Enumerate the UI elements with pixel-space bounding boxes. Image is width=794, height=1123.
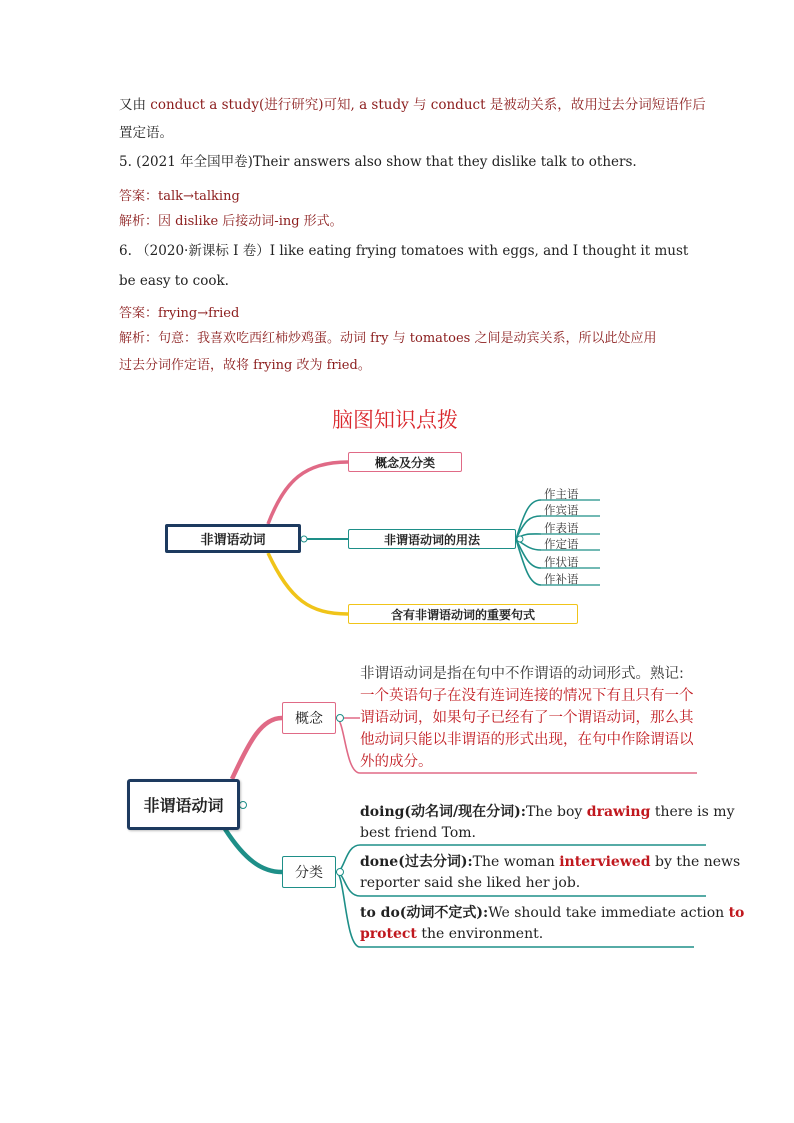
class-head: done(过去分词): (360, 854, 473, 870)
concept-node: 概念 (282, 702, 336, 734)
connector-concept-branch (268, 462, 348, 524)
text-fragment: 又由 (119, 97, 151, 113)
class-head: to do(动词不定式): (360, 905, 489, 921)
collapse-dot (337, 715, 344, 722)
class-highlight: interviewed (559, 854, 651, 870)
classification-node: 分类 (282, 856, 336, 888)
concept-text (360, 663, 700, 773)
concept-line-5: 外的成分。 (360, 754, 433, 770)
class-item-doing (360, 802, 735, 844)
question-5-explanation: 解析：因 dislike 后接动词-ing 形式。 (119, 214, 343, 229)
class-head: doing(动名词/现在分词): (360, 804, 526, 820)
concept-line-4: 他动词只能以非谓语的形式出现，在句中作除谓语以 (360, 732, 694, 748)
connector-sentence-branch (268, 553, 348, 614)
class-text-line-2: reporter said she liked her job. (360, 875, 581, 891)
question-5: 5. (2021 年全国甲卷)Their answers also show that they dislike talk to others. (119, 154, 637, 170)
class-item-done (360, 852, 741, 894)
collapse-dot (240, 802, 247, 809)
class-highlight: to (728, 905, 745, 921)
class-text: there is my (650, 804, 735, 820)
branch-concept-node: 概念及分类 (348, 452, 462, 472)
question-6-explanation-1: 解析：句意：我喜欢吃西红柿炒鸡蛋。动词 fry 与 tomatoes 之间是动宾关系，所以此处应用 (119, 331, 657, 346)
concept-line-3: 谓语动词，如果句子已经有了一个谓语动词，那么其 (360, 710, 694, 726)
leaf-subject: 作主语 (544, 487, 579, 501)
class-text: The boy (525, 804, 587, 820)
root-node: 非谓语动词 (165, 524, 301, 553)
branch-usage-node: 非谓语动词的用法 (348, 529, 516, 549)
leaf-adverbial: 作状语 (544, 555, 579, 569)
class-highlight: drawing (586, 804, 651, 820)
class-text: The woman (472, 854, 560, 870)
root-node-2: 非谓语动词 (127, 779, 240, 830)
concept-line-1: 非谓语动词是指在句中不作谓语的动词形式。熟记: (360, 666, 684, 682)
connector-concept (232, 718, 282, 779)
question-6-explanation-2: 过去分词作定语，故将 frying 改为 fried。 (119, 358, 371, 373)
question-6-line-1: 6. （2020·新课标 I 卷）I like eating frying tomatoes with eggs, and I thought it must (119, 243, 689, 259)
class-text-line-2: best friend Tom. (360, 825, 476, 841)
text-line-2: 置定语。 (119, 125, 173, 141)
connector-classification (225, 829, 282, 872)
concept-line-2: 一个英语句子在没有连词连接的情况下有且只有一个 (360, 688, 694, 704)
leaf-predicative: 作表语 (544, 521, 579, 535)
collapse-dot (517, 536, 523, 542)
leaf-complement: 作补语 (544, 572, 579, 586)
class-text: We should take immediate action (488, 905, 729, 921)
collapse-dot (337, 869, 344, 876)
branch-sentence-node: 含有非谓语动词的重要句式 (348, 604, 578, 624)
class-text-line-2: the environment. (416, 926, 544, 942)
leaf-attributive: 作定语 (544, 537, 579, 551)
class-highlight: protect (360, 926, 417, 942)
leaf-connectors (516, 500, 541, 585)
collapse-dot (301, 536, 307, 542)
text-fragment: conduct a study(进行研究)可知, a study 与 conduct 是被动关系，故用过去分词短语作后 (150, 97, 706, 113)
question-6-line-2: be easy to cook. (119, 273, 229, 289)
question-6-answer: 答案：frying→fried (119, 306, 240, 321)
question-5-answer: 答案：talk→talking (119, 189, 240, 204)
leaf-object: 作宾语 (544, 503, 579, 517)
mindmap-title: 脑图知识点拨 (332, 408, 458, 432)
class-item-to-do (360, 903, 745, 945)
class-text: by the news (650, 854, 741, 870)
